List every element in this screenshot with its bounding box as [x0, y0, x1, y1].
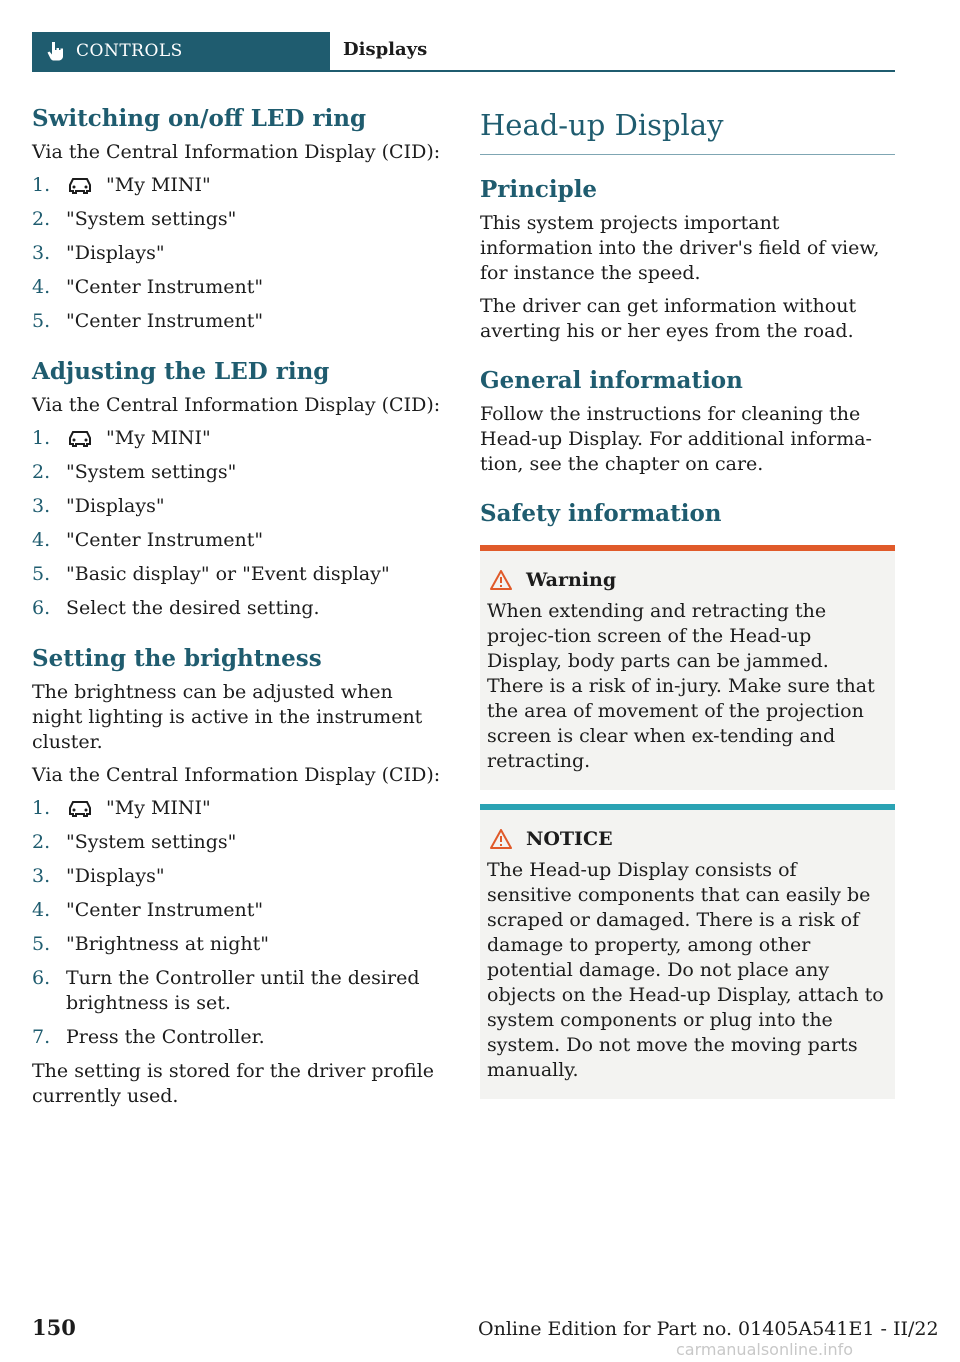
list-item: [32, 494, 447, 519]
step-number: 1.: [32, 797, 51, 819]
step-number: 5.: [32, 310, 51, 332]
step-text: "Center Instrument": [66, 529, 264, 551]
list-item: [32, 562, 447, 587]
step-number: 1.: [32, 427, 51, 449]
list-item: [32, 898, 447, 923]
warning-text: When extending and retracting the projec-tion screen of the Head-up Display, body parts can be jammed. There is a risk of in-jury. Make sure that the area of movement of the projection screen is clear when ex-tending and retracting.: [487, 600, 875, 772]
notice-header: [487, 828, 887, 850]
step-number: 5.: [32, 933, 51, 955]
intro-text: Via the Central Information Display (CID):: [32, 394, 441, 416]
notice-text: The Head-up Display consists of sensitive components that can easily be scraped or damaged. There is a risk of damage to property, among other potential damage. Do not place any objects on the Head-up Display, attach to system components or plug into the system. Do not move the moving parts manually.: [487, 859, 884, 1081]
step-text: Turn the Controller until the desired brightness is set.: [66, 967, 420, 1014]
step-number: 3.: [32, 242, 51, 264]
list-item: [32, 426, 447, 451]
step-text: "Center Instrument": [66, 276, 264, 298]
list-item: [32, 173, 447, 198]
chapter-tab: [32, 32, 330, 70]
list-item: [32, 796, 447, 821]
list-item: [32, 596, 447, 621]
watermark: carmanualsonline.info: [676, 1340, 854, 1359]
step-number: 4.: [32, 276, 51, 298]
brightness-outro: The setting is stored for the driver profile currently used.: [32, 1060, 435, 1107]
step-text: Select the desired setting.: [66, 597, 320, 619]
heading-general-information: General information: [480, 367, 743, 394]
steps-list-brightness: [32, 796, 447, 1050]
list-item: [32, 966, 447, 1016]
step-text: "System settings": [66, 208, 237, 230]
warning-box: [480, 545, 895, 790]
step-text: "Displays": [66, 865, 165, 887]
step-number: 5.: [32, 563, 51, 585]
principle-text-2: The driver can get information without averting his or her eyes from the road.: [480, 295, 857, 342]
step-text: "Displays": [66, 495, 165, 517]
heading-setting-brightness: Setting the brightness: [32, 645, 322, 672]
step-number: 3.: [32, 865, 51, 887]
warning-triangle-icon: [490, 829, 512, 849]
step-text: "My MINI": [106, 427, 211, 449]
list-item: [32, 207, 447, 232]
step-text: "Center Instrument": [66, 899, 264, 921]
warning-header: [487, 569, 887, 591]
brightness-description: The brightness can be adjusted when night lighting is active in the instrument cluster.: [32, 681, 423, 753]
step-text: "My MINI": [106, 797, 211, 819]
list-item: [32, 830, 447, 855]
intro-text: Via the Central Information Display (CID):: [32, 764, 441, 786]
chapter-label: CONTROLS: [76, 41, 183, 61]
warning-title: Warning: [526, 569, 617, 591]
step-number: 6.: [32, 597, 51, 619]
list-item: [32, 864, 447, 889]
notice-title: NOTICE: [526, 828, 613, 850]
page-number: 150: [32, 1315, 76, 1340]
warning-triangle-icon: [490, 570, 512, 590]
right-column: [480, 104, 895, 1099]
step-number: 3.: [32, 495, 51, 517]
page-header: [32, 32, 895, 72]
list-item: [32, 309, 447, 334]
heading-safety-information: Safety information: [480, 500, 722, 527]
heading-principle: Principle: [480, 176, 598, 203]
principle-text-1: This system projects important information into the driver's field of view, for instance the speed.: [480, 212, 880, 284]
general-text: Follow the instructions for cleaning the Head-up Display. For additional informa-tion, see the chapter on care.: [480, 403, 872, 475]
steps-list-led-ring: [32, 173, 447, 334]
step-text: "My MINI": [106, 174, 211, 196]
pointing-hand-icon: [44, 40, 66, 62]
car-icon: [66, 176, 94, 194]
heading-adjusting-led-ring: Adjusting the LED ring: [32, 358, 330, 385]
list-item: [32, 528, 447, 553]
list-item: [32, 275, 447, 300]
step-number: 7.: [32, 1026, 51, 1048]
intro-text: Via the Central Information Display (CID):: [32, 141, 441, 163]
step-number: 1.: [32, 174, 51, 196]
step-number: 4.: [32, 899, 51, 921]
step-text: Press the Controller.: [66, 1026, 265, 1048]
heading-switching-led-ring: Switching on/off LED ring: [32, 105, 367, 132]
step-number: 2.: [32, 461, 51, 483]
list-item: [32, 932, 447, 957]
step-number: 2.: [32, 831, 51, 853]
section-title: Displays: [343, 39, 428, 60]
step-text: "Brightness at night": [66, 933, 270, 955]
step-text: "Basic display" or "Event display": [66, 563, 390, 585]
step-text: "System settings": [66, 461, 237, 483]
heading-head-up-display: Head-up Display: [480, 104, 895, 155]
list-item: [32, 460, 447, 485]
step-text: "Displays": [66, 242, 165, 264]
car-icon: [66, 429, 94, 447]
step-number: 6.: [32, 967, 51, 989]
notice-box: [480, 804, 895, 1099]
list-item: [32, 241, 447, 266]
step-number: 2.: [32, 208, 51, 230]
car-icon: [66, 799, 94, 817]
step-text: "System settings": [66, 831, 237, 853]
step-text: "Center Instrument": [66, 310, 264, 332]
steps-list-adjust: [32, 426, 447, 621]
step-number: 4.: [32, 529, 51, 551]
edition-footer: Online Edition for Part no. 01405A541E1 - II/22: [478, 1318, 939, 1340]
left-column: [32, 104, 447, 1115]
list-item: [32, 1025, 447, 1050]
